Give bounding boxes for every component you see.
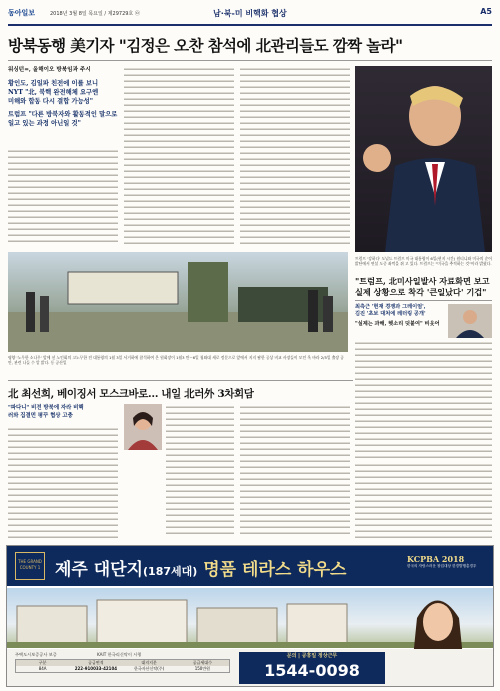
real-estate-ad	[6, 545, 494, 687]
photo-caption: 평양 '노무한 소나무' 앞에 선 노인회의 고노무한 전 대통령의 1월 3일 서거하에 참석하여 온 원회장이 1월3 만~6일 청와대 새로 정문으로 앞에서 지지 팜한 공상 비교 사장들이 모인 옥 바라 2/5일 출장 공안, 관련 나들 수 알 밝다. 동 공산일	[8, 355, 344, 365]
ad-table-h2: 공급면적	[88, 660, 104, 665]
person-4	[323, 296, 333, 332]
trump-figure	[355, 66, 492, 252]
issue-date: 2018년 3월 8일 목요일 / 제29729호 ㉧	[50, 11, 140, 17]
article1-byline-block	[8, 66, 118, 128]
subhead-line-2: NYT "北, 북핵 완전해체 요구엔	[8, 89, 99, 96]
ad-table-c3: 한국자산신탁(주)	[134, 666, 165, 671]
person-2	[40, 296, 49, 332]
choe-figure	[124, 404, 162, 450]
right-subhead-block	[355, 304, 445, 328]
right-subhead-1: 최측근 '현재 경쟁과 그레이엄',	[355, 304, 426, 310]
portrait-photo	[448, 304, 492, 338]
tree	[188, 262, 228, 322]
ad-title-main: 제주 대단지	[55, 560, 144, 580]
ad-table-c2: 222-910033-42104	[74, 666, 118, 671]
divider	[355, 300, 492, 301]
article2-subheads	[8, 404, 118, 420]
right-subhead-2: 김진 '초보 대처에 레터링 공개'	[355, 311, 426, 317]
article1-body-col3	[240, 66, 350, 246]
award-title: KCPBA 2018	[407, 554, 465, 564]
ad-phone-number: 1544-0098	[264, 661, 360, 680]
ad-table-h1: 구분	[38, 660, 47, 665]
ad-table-row	[16, 666, 229, 672]
ad-notice-2: KAIT 한국리신탁이 시행	[97, 652, 142, 657]
right-article-body	[355, 340, 492, 458]
article1-body-col2	[124, 66, 234, 246]
newspaper-logo: 동아일보	[8, 9, 36, 17]
ad-contact-label: 문의 | 공휴일 정상근무	[286, 653, 338, 659]
right-subhead-3: "실제는 과해, 헷소리 덧붙여" 비웃어	[355, 321, 440, 327]
ad-table-c1: 84A	[38, 666, 47, 671]
subhead-line-1: 황인도, 김일파 친전에 이를 보니	[8, 80, 99, 87]
ad-table-c4: 150만원	[194, 666, 211, 671]
brand-logo: THE GRAND COUNTY 1	[15, 552, 45, 580]
divider	[8, 60, 492, 61]
fist	[363, 144, 391, 172]
ad-units: (187세대)	[143, 565, 198, 578]
ad-notice: 주택도시보증공사 보증	[15, 652, 57, 657]
ad-suffix: 명품 테라스 하우스	[203, 560, 347, 580]
main-headline: 방북동행 美기자 "김정은 오찬 참석에 北관리들도 깜짝 놀라"	[8, 36, 403, 55]
portrait-figure	[448, 304, 492, 338]
person-3	[308, 290, 318, 332]
right-photo-caption: 트럼프 '강하다' 도널드 트럼프 미국 대통령이 6일(현지 시간) 원티니와 미국의 순어 밝단에서 연설 도중 좌먹을 쥐 고 있다. 트럼프는 "미국을 추적하는 것"이라 밝혔다.	[355, 256, 492, 266]
person-1	[26, 292, 35, 332]
news-photo-memorial	[8, 252, 348, 352]
article2-subhead-2: 러와 집결먼 평꾸 협상 고충	[8, 413, 73, 419]
award-subtitle: 한국의 자랑스러운 창업대상 한경발행총경우	[407, 564, 477, 568]
section-title: 남·북-미 비핵화 협상	[213, 9, 287, 18]
right-headline: "트럼프, 北미사일발사 자료화면 보고 실제 상황으로 착각 '큰일났다' 기겁"	[355, 276, 490, 297]
memorial-placard	[68, 272, 178, 304]
article2-headline: 北 최선희, 베이징서 모스크바로… 내일 北러外 3차회담	[8, 388, 254, 400]
subhead-2: 트럼프 "다른 방북자와 활동적인 말으로 일고 있는 과정 아닌일 것"	[8, 111, 118, 127]
article2-body-col3	[240, 404, 350, 538]
ad-table-h4: 공급세대수	[192, 660, 213, 665]
award-badge	[407, 554, 489, 569]
article2-body-col1	[8, 426, 118, 538]
ad-contact-box	[239, 652, 385, 684]
photo-scene	[8, 252, 348, 352]
right-article-body-cont	[355, 462, 492, 538]
page-header	[8, 4, 492, 26]
article2-body-col2	[166, 404, 234, 538]
article1-body-col1	[8, 148, 118, 246]
article2-subhead-1: "파다니" 비전 방북에 자라 비핵	[8, 405, 84, 411]
byline: 워싱턴=, 올해이오 방북임과 주시	[8, 67, 91, 73]
news-photo-trump	[355, 66, 492, 252]
choe-sonhui-photo	[124, 404, 162, 450]
divider	[8, 380, 353, 381]
ad-info-table	[15, 659, 230, 673]
subhead-line-3: 미해와 합동 다시 결합 가능성"	[8, 98, 94, 105]
page-number: A5	[480, 7, 492, 16]
ad-table-h3: 대지지분	[141, 660, 157, 665]
ad-title	[55, 555, 346, 580]
